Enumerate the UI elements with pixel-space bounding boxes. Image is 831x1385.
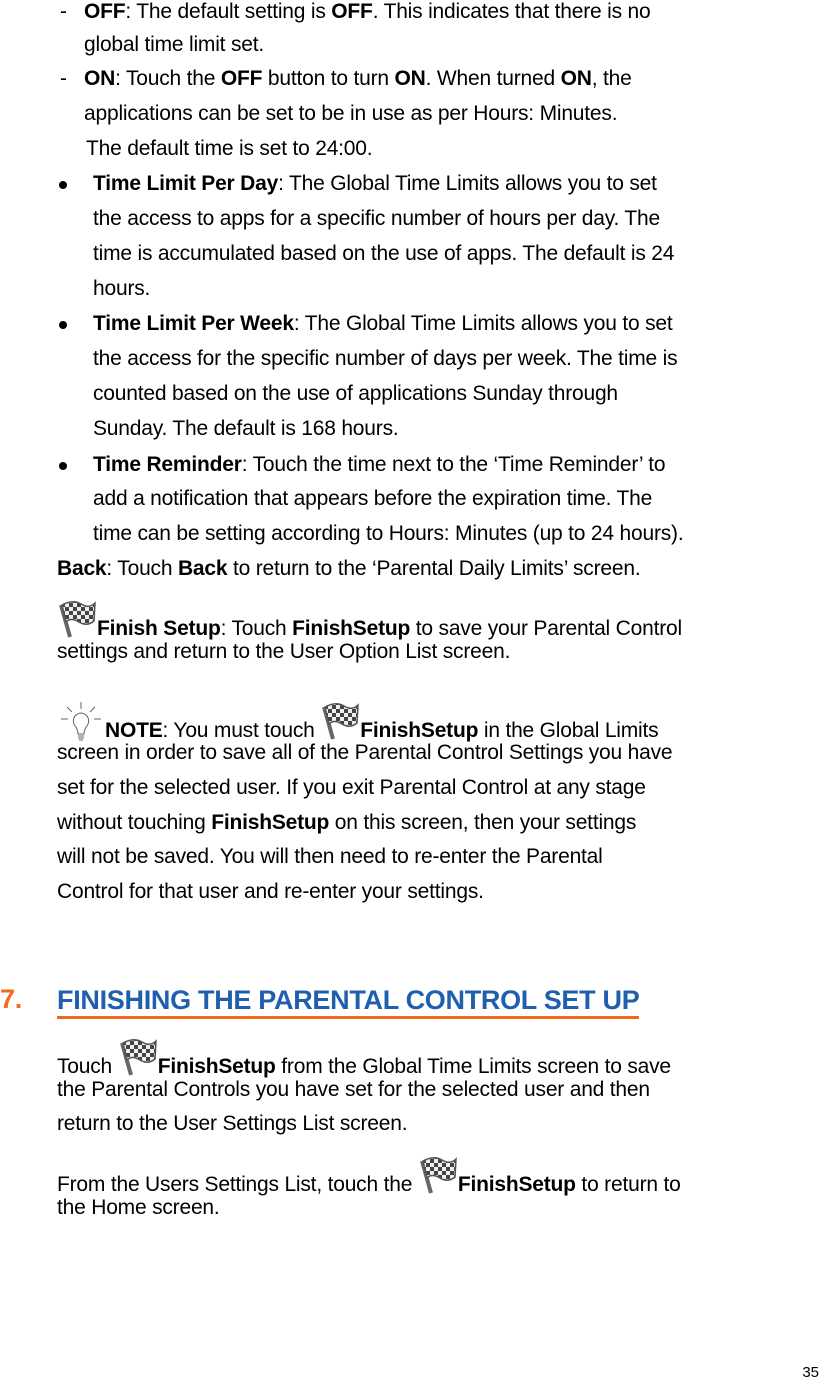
text-line [93,241,674,267]
text-line [57,775,646,801]
checkered-flag-icon [418,1155,458,1195]
text-line [93,276,150,302]
text: without touching [57,811,212,834]
text-line [93,486,652,512]
text-line [57,556,640,582]
text: The default time is set to 24:00. [86,137,373,160]
text-line [93,311,673,337]
bold-text: Time Limit Per Day [93,172,279,195]
text-line [57,1155,681,1198]
text: Sunday. The default is 168 hours. [93,417,399,440]
bold-text: ON [84,67,116,90]
text-line [93,206,660,232]
text-line [57,844,603,870]
text-line [57,599,682,642]
text: : Touch the [115,67,221,90]
text-line [93,521,683,547]
bold-text: FinishSetup [157,1055,276,1078]
text-line [57,810,636,836]
text: global time limit set. [84,33,264,56]
text: to save your Parental Control [410,617,682,640]
bold-text: Time Reminder [93,453,242,476]
text-line [93,171,657,197]
text: : Touch [220,617,293,640]
text-line [84,32,264,58]
text: set for the selected user. If you exit Parental Control at any stage [57,776,646,799]
text: counted based on the use of applications Sunday through [93,382,618,405]
bold-text: FinishSetup [292,617,411,640]
text: the access to apps for a specific number of hours per day. The [93,207,660,230]
text-line [84,0,651,25]
text: the Parental Controls you have set for the selected user and then [57,1078,650,1101]
bold-text: NOTE [105,719,163,742]
text: : The Global Time Limits allows you to set [278,172,657,195]
text: will not be saved. You will then need to re-enter the Parental [57,845,603,868]
text-line [57,1195,220,1221]
text: on this screen, then your settings [329,811,637,834]
text: Touch [57,1055,118,1078]
bold-text: Back [57,557,107,580]
dash-marker: - [60,0,67,23]
checkered-flag-icon [320,701,360,741]
text: the access for the specific number of days per week. The time is [93,347,678,370]
bullet-icon [59,321,67,329]
text: : The default setting is [125,0,332,23]
text-line [86,136,372,162]
text-line [93,416,399,442]
text: . This indicates that there is no [372,0,651,23]
text-line [57,701,658,744]
section-title: FINISHING THE PARENTAL CONTROL SET UP [57,984,639,1019]
text: settings and return to the User Option List screen. [57,640,511,663]
bold-text: ON [394,67,426,90]
text: , the [591,67,632,90]
text-line [93,346,677,372]
section-number: 7. [0,984,22,1014]
text: . When turned [425,67,561,90]
bold-text: FinishSetup [360,719,479,742]
text-line [84,101,617,127]
bold-text: Back [177,557,228,580]
page-number: 35 [802,1364,819,1381]
text: : The Global Time Limits allows you to set [293,312,673,335]
text: : Touch the time next to the ‘Time Reminder’ to [241,453,666,476]
text: the Home screen. [57,1196,220,1219]
text-line [57,1111,407,1137]
bold-text: FinishSetup [211,811,330,834]
text: time can be setting according to Hours: Minutes (up to 24 hours). [93,522,684,545]
checkered-flag-icon [118,1037,158,1077]
text: : Touch [106,557,178,580]
text: Control for that user and re-enter your settings. [57,880,484,903]
text: add a notification that appears before the expiration time. The [93,487,653,510]
text: applications can be set to be in use as per Hours: Minutes. [84,102,618,125]
text: to return to the ‘Parental Daily Limits’ screen. [227,557,641,580]
text: button to turn [262,67,395,90]
text: return to the User Settings List screen. [57,1112,408,1135]
text: screen in order to save all of the Parental Control Settings you have [57,741,673,764]
bullet-icon [59,181,67,189]
text: hours. [93,277,151,300]
text-line [93,381,618,407]
bold-text: FinishSetup [457,1173,576,1196]
bullet-icon [59,462,67,470]
text: From the Users Settings List, touch the [57,1173,418,1196]
bold-text: Time Limit Per Week [93,312,294,335]
checkered-flag-icon [57,599,97,639]
text: : You must touch [162,719,321,742]
text-line [84,66,632,92]
bold-text: ON [560,67,592,90]
text: to return to [575,1173,681,1196]
dash-marker: - [60,67,67,90]
text-line [57,879,484,905]
bold-text: OFF [84,0,126,23]
text: from the Global Time Limits screen to save [275,1055,671,1078]
bold-text: OFF [331,0,373,23]
text-line [57,639,510,665]
text: time is accumulated based on the use of apps. The default is 24 [93,242,675,265]
text-line [57,1037,671,1080]
lightbulb-icon [57,701,105,743]
bold-text: OFF [220,67,263,90]
text-line [57,740,672,766]
text-line [93,452,665,478]
text-line [57,1077,650,1103]
bold-text: Finish Setup [97,617,221,640]
text: in the Global Limits [478,719,659,742]
